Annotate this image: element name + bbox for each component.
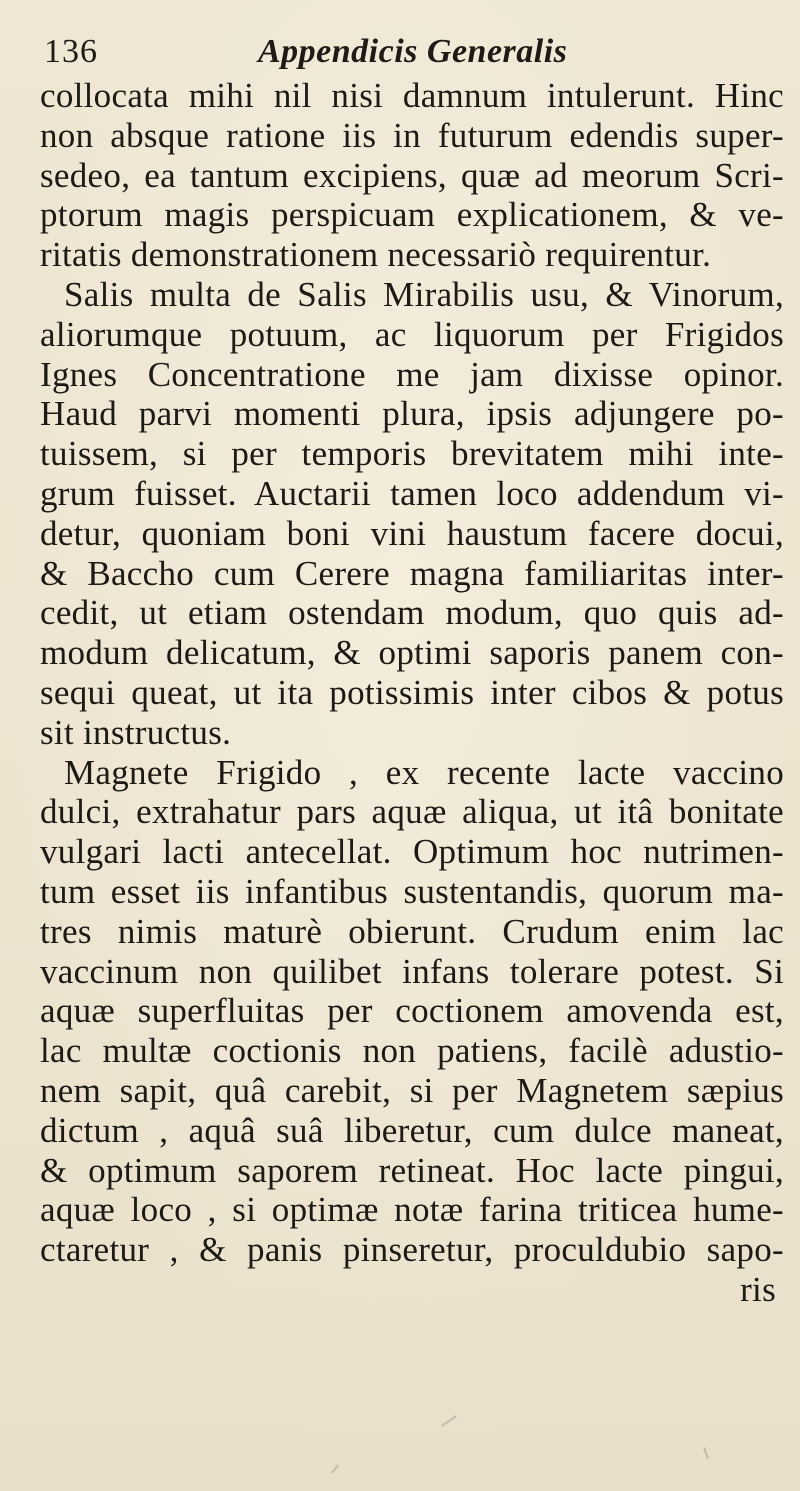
text-line: detur, quoniam boni vini haustum facere docui, bbox=[40, 513, 784, 553]
catchword: ris bbox=[740, 1269, 776, 1309]
text-line: aquæ loco , si optimæ notæ farina triticea hume- bbox=[40, 1190, 784, 1230]
text-line: sequi queat, ut ita potissimis inter cibos & potus bbox=[40, 672, 784, 712]
text-line: grum fuisset. Auctarii tamen loco addendum vi- bbox=[40, 473, 784, 513]
text-line: Haud parvi momenti plura, ipsis adjungere po- bbox=[40, 394, 784, 434]
text-line: Ignes Concentratione me jam dixisse opinor. bbox=[40, 354, 784, 394]
text-line: lac multæ coctionis non patiens, facilè adustio- bbox=[40, 1031, 784, 1071]
text-line: ritatis demonstrationem necessariò requirentur. bbox=[40, 235, 712, 275]
page-number: 136 bbox=[44, 33, 98, 70]
paper-mark bbox=[703, 1447, 709, 1459]
text-line: vulgari lacti antecellat. Optimum hoc nutrimen- bbox=[40, 832, 784, 872]
text-line: tuissem, si per temporis brevitatem mihi inte- bbox=[40, 434, 784, 474]
text-line: modum delicatum, & optimi saporis panem con- bbox=[40, 633, 784, 673]
text-line: ctaretur , & panis pinseretur, proculdubio sapo- bbox=[40, 1230, 784, 1270]
body-text bbox=[40, 76, 784, 1310]
text-line: & Baccho cum Cerere magna familiaritas inter- bbox=[40, 553, 784, 593]
text-line: non absque ratione iis in futurum edendis super- bbox=[40, 115, 784, 155]
text-line: nem sapit, quâ carebit, si per Magnetem sæpius bbox=[40, 1070, 784, 1110]
text-line: cedit, ut etiam ostendam modum, quo quis ad- bbox=[40, 593, 784, 633]
text-line: aquæ superfluitas per coctionem amovenda est, bbox=[40, 991, 784, 1031]
text-line: aliorumque potuum, ac liquorum per Frigidos bbox=[40, 314, 784, 354]
text-line: ptorum magis perspicuam explicationem, & ve- bbox=[40, 195, 784, 235]
text-line: sit instructus. bbox=[40, 712, 232, 752]
paper-mark bbox=[441, 1415, 457, 1427]
text-line: Salis multa de Salis Mirabilis usu, & Vinorum, bbox=[64, 274, 784, 314]
text-line: & optimum saporem retineat. Hoc lacte pingui, bbox=[40, 1150, 784, 1190]
text-line: Magnete Frigido , ex recente lacte vaccino bbox=[64, 752, 784, 792]
text-line: vaccinum non quilibet infans tolerare potest. Si bbox=[40, 951, 784, 991]
running-head bbox=[44, 30, 784, 74]
text-line: tum esset iis infantibus sustentandis, quorum ma- bbox=[40, 871, 784, 911]
text-line: dulci, extrahatur pars aquæ aliqua, ut itâ bonitate bbox=[40, 792, 784, 832]
text-line: collocata mihi nil nisi damnum intulerunt. Hinc bbox=[40, 76, 784, 115]
paper-mark bbox=[331, 1465, 339, 1474]
text-line: sedeo, ea tantum excipiens, quæ ad meorum Scri- bbox=[40, 155, 784, 195]
text-line: dictum , aquâ suâ liberetur, cum dulce maneat, bbox=[40, 1110, 784, 1150]
running-title: Appendicis Generalis bbox=[258, 33, 568, 70]
text-line: tres nimis maturè obierunt. Crudum enim lac bbox=[40, 911, 784, 951]
